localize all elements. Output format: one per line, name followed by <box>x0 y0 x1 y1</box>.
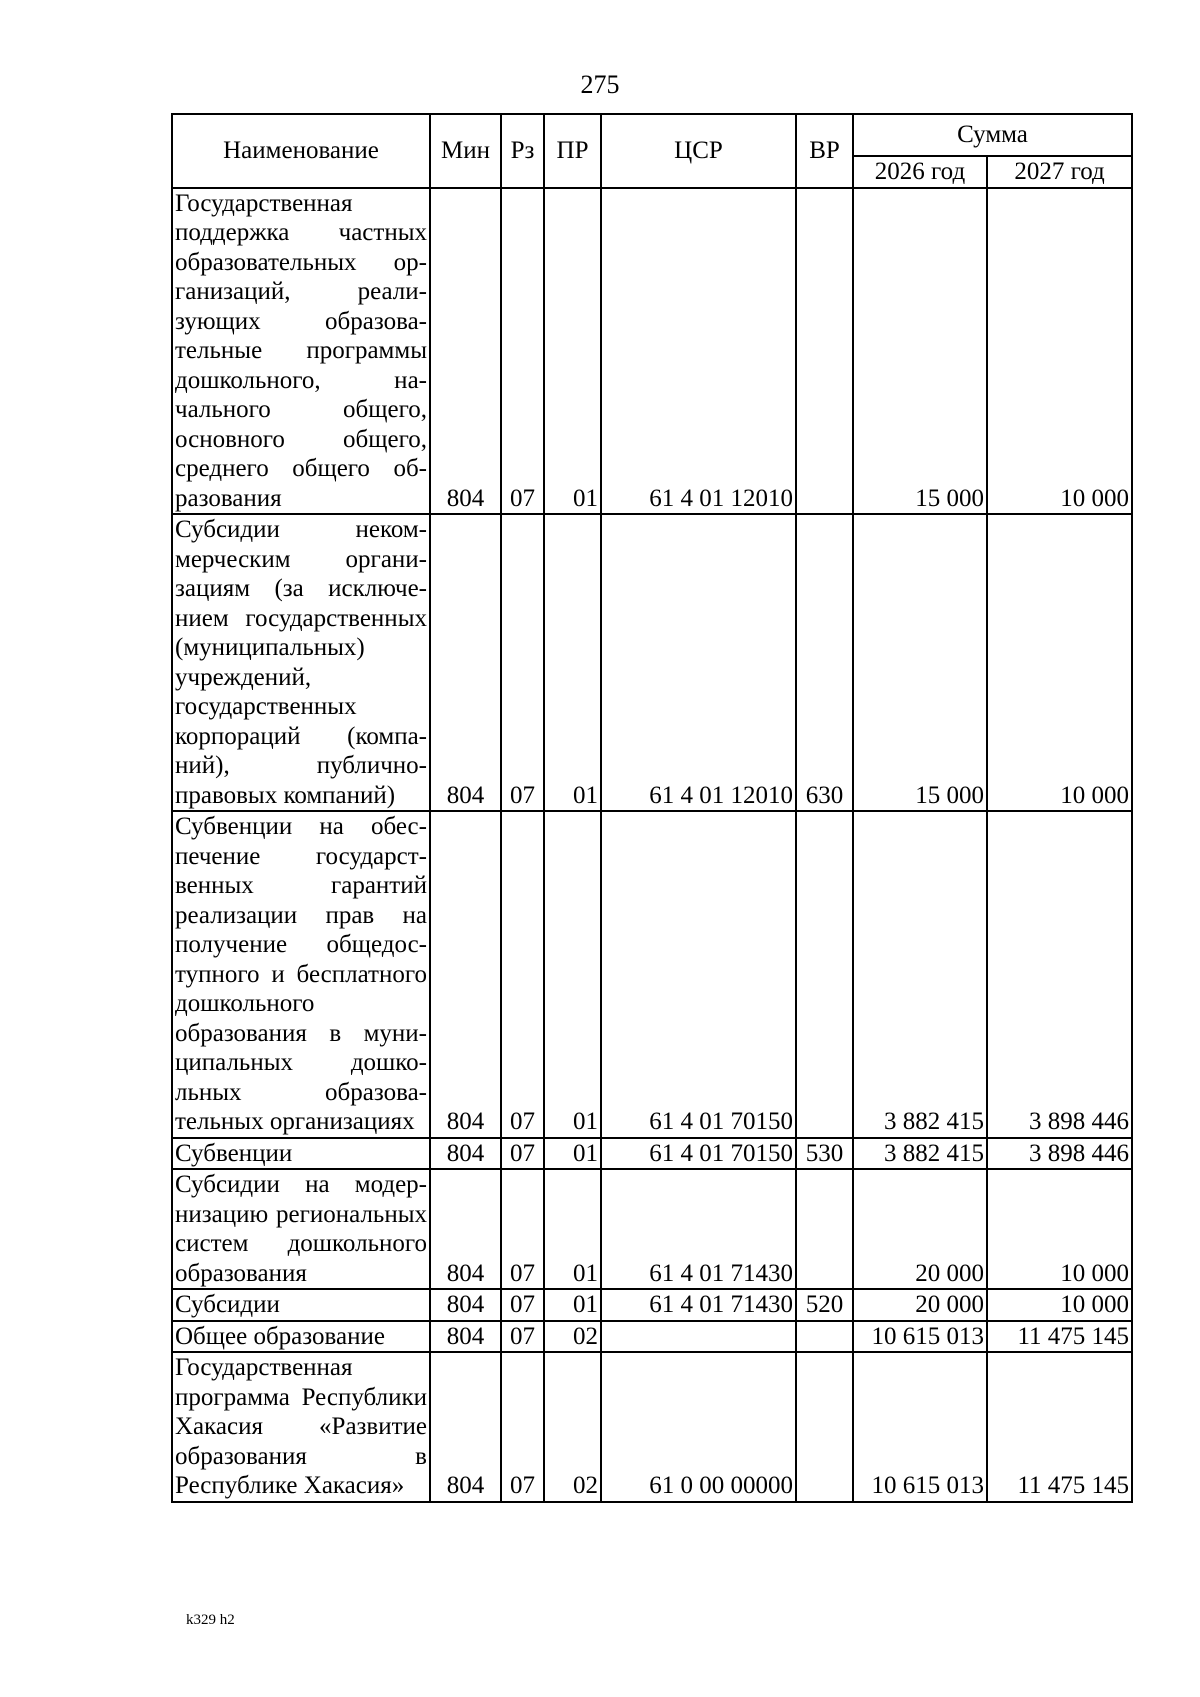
row-rz: 07 <box>501 188 544 515</box>
row-min: 804 <box>430 1169 501 1289</box>
table-header <box>172 114 1132 188</box>
row-2026: 10 615 013 <box>853 1352 987 1502</box>
row-2027: 10 000 <box>987 1169 1132 1289</box>
row-2026: 3 882 415 <box>853 1138 987 1170</box>
row-2027: 11 475 145 <box>987 1321 1132 1353</box>
table-row <box>172 1321 1132 1353</box>
row-rz: 07 <box>501 1169 544 1289</box>
header-csr: ЦСР <box>601 114 796 188</box>
row-pr: 02 <box>544 1352 601 1502</box>
row-pr: 01 <box>544 1169 601 1289</box>
table-body <box>172 188 1132 1502</box>
row-pr: 01 <box>544 811 601 1138</box>
table-row <box>172 514 1132 811</box>
row-vr <box>796 811 853 1138</box>
row-vr <box>796 188 853 515</box>
row-csr: 61 4 01 71430 <box>601 1169 796 1289</box>
table-row <box>172 811 1132 1138</box>
row-rz: 07 <box>501 811 544 1138</box>
row-pr: 01 <box>544 514 601 811</box>
row-pr: 02 <box>544 1321 601 1353</box>
row-csr: 61 4 01 70150 <box>601 1138 796 1170</box>
row-vr <box>796 1352 853 1502</box>
row-2027: 11 475 145 <box>987 1352 1132 1502</box>
header-2027: 2027 год <box>987 156 1132 188</box>
header-2026: 2026 год <box>853 156 987 188</box>
row-2027: 10 000 <box>987 1289 1132 1321</box>
row-min: 804 <box>430 811 501 1138</box>
row-rz: 07 <box>501 1289 544 1321</box>
row-pr: 01 <box>544 188 601 515</box>
table-row <box>172 1169 1132 1289</box>
row-2026: 15 000 <box>853 514 987 811</box>
row-name: Государственная программа Республики Хакасия «Развитие образования в Республике Хакасия» <box>172 1352 430 1502</box>
row-csr: 61 4 01 12010 <box>601 514 796 811</box>
row-csr <box>601 1321 796 1353</box>
row-2027: 10 000 <box>987 188 1132 515</box>
row-2026: 20 000 <box>853 1169 987 1289</box>
row-rz: 07 <box>501 1321 544 1353</box>
row-min: 804 <box>430 1289 501 1321</box>
row-name: Субсидии на модернизацию региональных систем дошкольного образования <box>172 1169 430 1289</box>
row-vr <box>796 1321 853 1353</box>
row-csr: 61 4 01 70150 <box>601 811 796 1138</box>
budget-table <box>171 113 1133 1503</box>
row-csr: 61 0 00 00000 <box>601 1352 796 1502</box>
table-row <box>172 1289 1132 1321</box>
row-rz: 07 <box>501 514 544 811</box>
row-2027: 3 898 446 <box>987 811 1132 1138</box>
header-sum: Сумма <box>853 114 1132 156</box>
header-min: Мин <box>430 114 501 188</box>
footer-code: k329 h2 <box>186 1612 235 1628</box>
row-name: Субсидии некоммерческим организациям (за исключением государственных (муниципальных) учреждений, государственных корпораций (компаний), публично-правовых компаний) <box>172 514 430 811</box>
row-csr: 61 4 01 71430 <box>601 1289 796 1321</box>
header-pr: ПР <box>544 114 601 188</box>
row-name: Субвенции на обеспечение государственных гарантий реализации прав на получение общедоступного и бесплатного дошкольного образования в муниципальных дошкольных образовательных организациях <box>172 811 430 1138</box>
page-number: 275 <box>580 70 620 99</box>
table-row <box>172 188 1132 515</box>
row-min: 804 <box>430 514 501 811</box>
header-rz: Рз <box>501 114 544 188</box>
row-name: Государственная поддержка частных образовательных организаций, реализующих образовательные программы дошкольного, начального общего, основного общего, среднего общего образования <box>172 188 430 515</box>
row-2027: 3 898 446 <box>987 1138 1132 1170</box>
row-2026: 20 000 <box>853 1289 987 1321</box>
row-2026: 10 615 013 <box>853 1321 987 1353</box>
row-2026: 3 882 415 <box>853 811 987 1138</box>
row-vr: 630 <box>796 514 853 811</box>
row-pr: 01 <box>544 1138 601 1170</box>
row-rz: 07 <box>501 1138 544 1170</box>
row-pr: 01 <box>544 1289 601 1321</box>
row-name: Общее образование <box>172 1321 430 1353</box>
row-rz: 07 <box>501 1352 544 1502</box>
row-name: Субвенции <box>172 1138 430 1170</box>
header-name: Наименование <box>172 114 430 188</box>
row-vr: 530 <box>796 1138 853 1170</box>
row-vr <box>796 1169 853 1289</box>
row-min: 804 <box>430 1352 501 1502</box>
row-min: 804 <box>430 188 501 515</box>
table-row <box>172 1138 1132 1170</box>
row-vr: 520 <box>796 1289 853 1321</box>
row-2027: 10 000 <box>987 514 1132 811</box>
header-vr: ВР <box>796 114 853 188</box>
row-csr: 61 4 01 12010 <box>601 188 796 515</box>
table-row <box>172 1352 1132 1502</box>
row-2026: 15 000 <box>853 188 987 515</box>
row-name: Субсидии <box>172 1289 430 1321</box>
row-min: 804 <box>430 1138 501 1170</box>
row-min: 804 <box>430 1321 501 1353</box>
